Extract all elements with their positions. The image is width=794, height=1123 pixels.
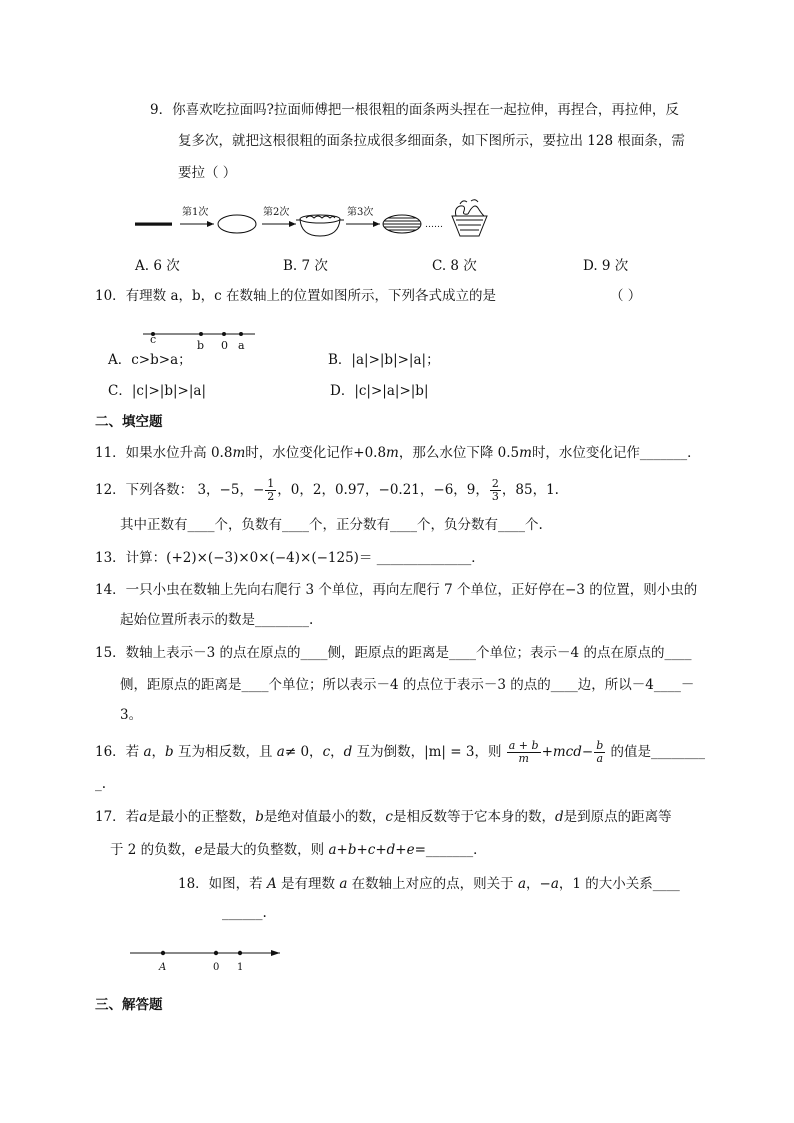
thick-noodle: [135, 223, 172, 226]
q11-unit: m: [386, 445, 399, 461]
q11-text: 11．如果水位升高 0.8: [95, 445, 233, 461]
noodle-figure: [130, 196, 500, 246]
q18-number-line: [125, 940, 290, 976]
q16-line2: _.: [95, 776, 107, 792]
q18-line1: [178, 874, 680, 894]
q17-text: =_______．: [414, 842, 487, 858]
q9-option-a: A. 6 次: [135, 258, 180, 274]
label-a: a: [238, 339, 245, 352]
q17-line2: [110, 840, 487, 860]
q17-text: 是相反数等于它本身的数，: [392, 809, 555, 825]
q17-text: 是到原点的距离等: [563, 809, 672, 825]
point-one: [238, 951, 242, 955]
q14-line2: 起始位置所表示的数是________.: [120, 612, 314, 628]
denominator: 2: [267, 490, 275, 503]
q12-post: ，85，1.: [501, 482, 559, 498]
q15-line2: 侧，距原点的距离是____个单位；所以表示－4 的点位于表示－3 的点的____边，所以－4____－: [120, 677, 695, 693]
q9-option-b: B. 7 次: [283, 258, 328, 274]
label-one: 1: [237, 962, 244, 973]
q11-unit: m: [519, 445, 532, 461]
label-step3: 第3次: [347, 207, 374, 218]
striped-noodles: [380, 215, 424, 233]
label-zero: 0: [213, 962, 220, 973]
ellipsis-dots: ……: [425, 220, 443, 230]
q17-text: 于 2 的负数，: [110, 842, 195, 858]
label-step2: 第2次: [263, 207, 290, 218]
fraction-a-plus-b-over-m: [507, 740, 541, 765]
q11-text: 时，水位变化记作_______．: [531, 445, 701, 461]
denominator: a: [596, 752, 603, 765]
q11-text: 时，水位变化记作+0.8: [245, 445, 387, 461]
point-zero: [222, 332, 226, 336]
q18-text: 是有理数: [276, 876, 340, 892]
q16-text: 16．若: [95, 744, 144, 760]
q16-text: ≠ 0，: [284, 744, 323, 760]
q9-option-d: D. 9 次: [583, 258, 629, 274]
noodle-bowl: [296, 215, 344, 236]
numerator: a + b: [508, 739, 539, 752]
label-c: c: [150, 333, 157, 346]
label-b: b: [197, 339, 205, 352]
q11-text: ，那么水位下降 0.5: [398, 445, 520, 461]
q16-post: 的值是________: [606, 744, 706, 760]
q17-var: d: [554, 809, 564, 825]
q12-line2: 其中正数有____个，负数有____个，正分数有____个，负分数有____个.: [120, 517, 543, 533]
q10-answer-bracket: （ ）: [610, 288, 642, 304]
q17-text: 是最小的正整数，: [147, 809, 256, 825]
q9-line2: 复多次，就把这根很粗的面条拉成很多细面条，如下图所示，要拉出 128 根面条，需: [178, 133, 685, 149]
q17-text: 是最大的负整数，则: [202, 842, 329, 858]
q18-text: 在数轴上对应的点，则关于: [347, 876, 518, 892]
fraction-one-half: [265, 478, 276, 503]
q16-var: a: [276, 744, 285, 760]
q18-var: a: [550, 876, 559, 892]
point-A: [161, 951, 165, 955]
q13-line: 13．计算：(+2)×(−3)×0×(−4)×(−125)＝ ______________．: [95, 550, 485, 566]
q9-option-c: C. 8 次: [432, 258, 477, 274]
point-zero: [214, 951, 218, 955]
q18-text: ，−: [526, 876, 551, 892]
q17-text: 是绝对值最小的数，: [263, 809, 386, 825]
q18-text: ，1 的大小关系____: [558, 876, 680, 892]
q17-var: a: [139, 809, 148, 825]
q17-text: 17．若: [95, 809, 140, 825]
q18-var: a: [517, 876, 527, 892]
q12-mid: ，0，2，0.97，−0.21，−6，9，: [277, 482, 489, 498]
q18-text: 18．如图，若: [178, 876, 267, 892]
numerator: 2: [491, 477, 499, 490]
q18-var: A: [266, 876, 277, 892]
q15-line1: 15．数轴上表示－3 的点在原点的____侧，距原点的距离是____个单位；表示－4 的点在原点的____: [95, 645, 692, 661]
q16-text: ，: [151, 744, 166, 760]
q16-mcd: +mcd−: [541, 744, 594, 760]
section-fill-in-heading: 二、填空题: [95, 414, 163, 430]
numerator: b: [596, 739, 604, 752]
label-A: A: [159, 962, 167, 973]
q16-text: ，: [330, 744, 344, 760]
q17-line1: [95, 807, 672, 827]
fraction-b-over-a: [594, 740, 605, 765]
numerator: 1: [267, 477, 275, 490]
q16-var: b: [165, 744, 174, 760]
q9-line1: 9．你喜欢吃拉面吗?拉面师傅把一根很粗的面条两头捏在一起拉伸，再捏合，再拉伸，反: [150, 102, 679, 118]
q15-line3: 3。: [120, 707, 143, 723]
q17-var: c: [385, 809, 393, 825]
noodle-loop: [218, 215, 256, 233]
q16-var: d: [343, 744, 353, 760]
label-zero: 0: [221, 339, 228, 352]
q16-var: a: [143, 744, 152, 760]
q10-stem: 10．有理数 a，b，c 在数轴上的位置如图所示，下列各式成立的是: [95, 288, 497, 304]
fraction-two-thirds: [490, 478, 501, 503]
q14-line1: 14．一只小虫在数轴上先向右爬行 3 个单位，再向左爬行 7 个单位，正好停在−3 的位置，则小虫的: [95, 582, 698, 598]
q17-var: b: [255, 809, 264, 825]
q11-line: [95, 443, 701, 463]
q18-line2: ______.: [222, 905, 267, 921]
q17-var: e: [194, 842, 203, 858]
q18-var: a: [339, 876, 348, 892]
q12-line1: [95, 478, 559, 503]
denominator: m: [518, 752, 529, 765]
label-step1: 第1次: [182, 207, 209, 218]
q11-unit: m: [232, 445, 246, 461]
q10-option-b: B．|a|>|b|>|a|；: [328, 352, 440, 368]
q17-sum: a+b+c+d+e: [328, 842, 415, 858]
q10-option-d: D．|c|>|a|>|b|: [330, 383, 429, 399]
q16-line1: [95, 740, 705, 765]
q16-var: c: [322, 744, 331, 760]
denominator: 3: [491, 490, 499, 503]
q16-text: 互为倒数，|m| = 3，则: [352, 744, 506, 760]
section-solve-heading: 三、解答题: [95, 997, 163, 1013]
noodle-cup: [452, 200, 487, 236]
point-b: [199, 332, 203, 336]
q10-option-c: C．|c|>|b|>|a|: [108, 383, 206, 399]
point-a: [239, 332, 243, 336]
q16-text: 互为相反数，且: [173, 744, 277, 760]
q10-option-a: A．c>b>a；: [108, 352, 192, 368]
q9-line3: 要拉（ ）: [178, 165, 237, 181]
q12-pre: 12．下列各数： 3，−5，−: [95, 482, 265, 498]
